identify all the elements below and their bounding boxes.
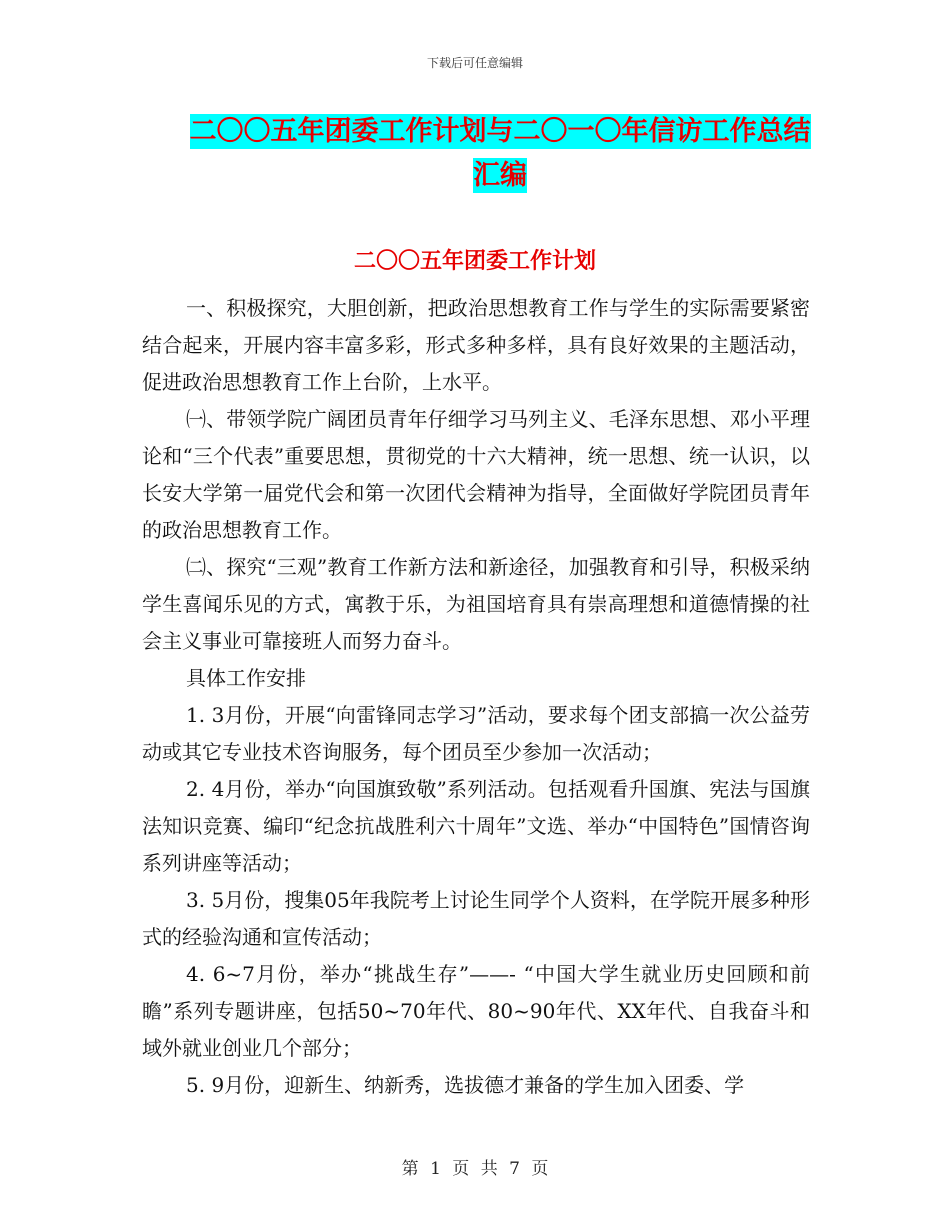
title-line-1: 二〇〇五年团委工作计划与二〇一〇年信访工作总结 bbox=[189, 116, 811, 147]
section-title: 二〇〇五年团委工作计划 bbox=[353, 249, 596, 274]
paragraph: ㈠、带领学院广阔团员青年仔细学习马列主义、毛泽东思想、邓小平理论和“三个代表”重要思想，贯彻党的十六大精神，统一思想、统一认识，以长安大学第一届党代会和第一次团代会精神为指导，全面做好学院团员青年的政治思想教育工作。 bbox=[142, 407, 810, 542]
paragraph: 具体工作安排 bbox=[186, 666, 306, 690]
paragraph: 5. 9月份，迎新生、纳新秀，选拔德才兼备的学生加入团委、学 bbox=[186, 1073, 745, 1097]
paragraph: ㈡、探究“三观”教育工作新方法和新途径，加强教育和引导，积极采纳学生喜闻乐见的方式，寓教于乐，为祖国培育具有崇高理想和道德情操的社会主义事业可靠接班人而努力奋斗。 bbox=[142, 555, 810, 653]
document-body bbox=[142, 290, 810, 1104]
paragraph: 一、积极探究，大胆创新，把政治思想教育工作与学生的实际需要紧密结合起来，开展内容丰富多彩，形式多种多样，具有良好效果的主题活动，促进政治思想教育工作上台阶，上水平。 bbox=[142, 296, 810, 394]
paragraph: 3. 5月份，搜集05年我院考上讨论生同学个人资料，在学院开展多种形式的经验沟通和宣传活动； bbox=[142, 888, 810, 949]
document-title bbox=[140, 110, 860, 198]
header-note: 下载后可任意编辑 bbox=[426, 56, 523, 70]
page-footer: 第 1 页 共 7 页 bbox=[401, 1159, 549, 1179]
paragraph: 2. 4月份，举办“向国旗致敬”系列活动。包括观看升国旗、宪法与国旗法知识竞赛、编印“纪念抗战胜利六十周年”文选、举办“中国特色”国情咨询系列讲座等活动； bbox=[142, 777, 810, 875]
paragraph: 4. 6~7月份，举办“挑战生存”——- “中国大学生就业历史回顾和前瞻”系列专题讲座，包括50~70年代、80~90年代、XX年代、自我奋斗和域外就业创业几个部分； bbox=[142, 962, 810, 1060]
title-line-2: 汇编 bbox=[473, 160, 527, 191]
paragraph: 1. 3月份，开展“向雷锋同志学习”活动，要求每个团支部搞一次公益劳动或其它专业技术咨询服务，每个团员至少参加一次活动； bbox=[142, 703, 810, 764]
